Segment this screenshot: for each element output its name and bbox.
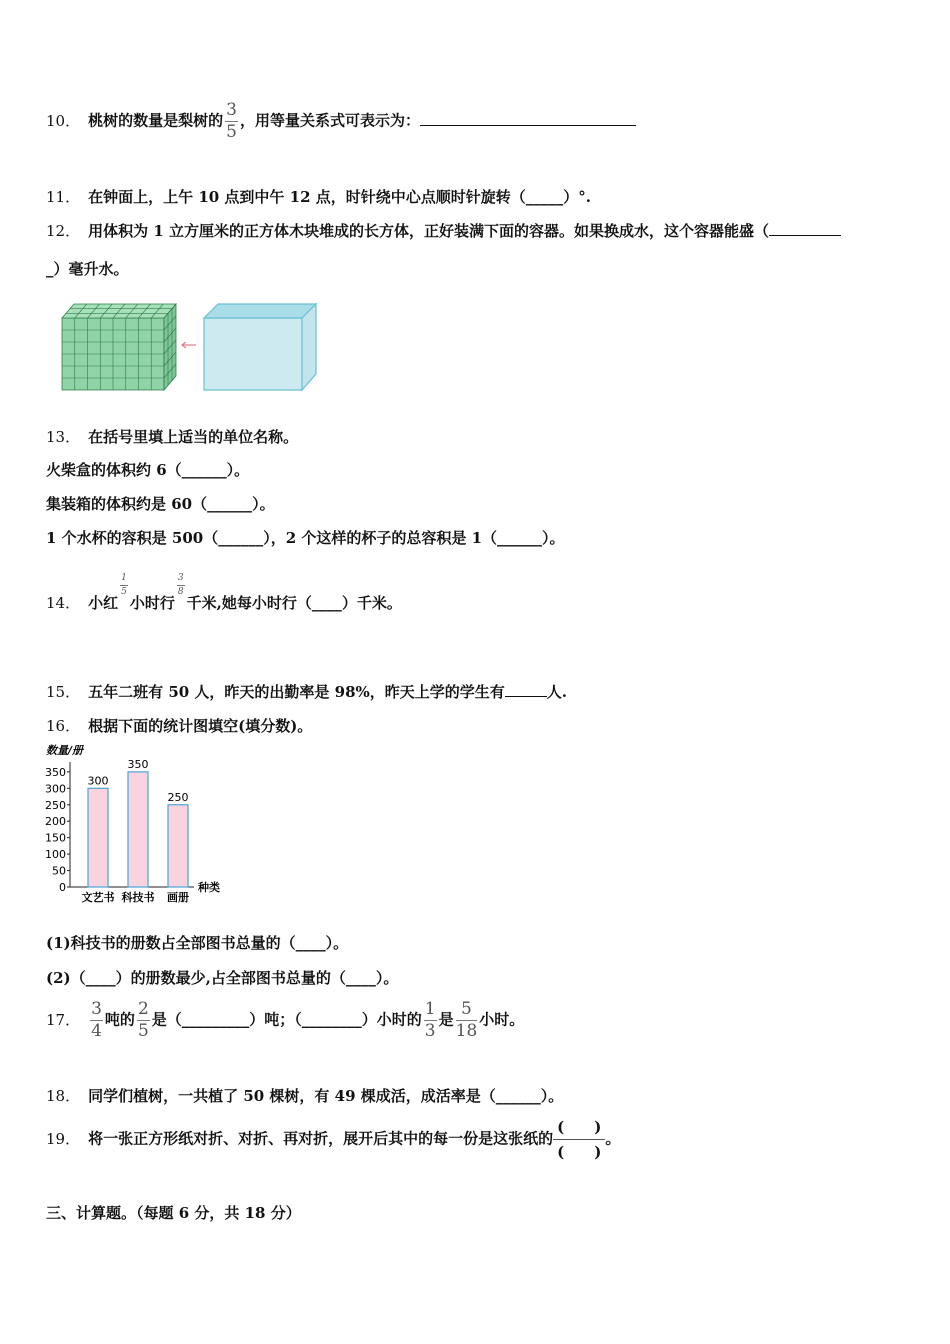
question-11: 11． 在钟面上，上午 10 点到中午 12 点，时针绕中心点顺时针旋转（_____）°.	[46, 188, 591, 206]
y-tick-label: 100	[45, 848, 66, 862]
fraction-3-5: $\frac{3}{5}$	[226, 100, 237, 142]
fraction-3-8: $\frac{3}{8}$	[177, 573, 184, 597]
bar-value-label: 350	[127, 757, 149, 771]
y-tick-label: 300	[45, 782, 66, 796]
answer-blank[interactable]	[420, 125, 636, 126]
question-16: 16． 根据下面的统计图填空(填分数)。	[46, 717, 313, 735]
question-14: 14． 小红 $\frac{1}{5}$ 小时行 $\frac{3}{8}$ 千米,她每小时行（____）千米。	[46, 573, 402, 612]
question-12-cont: _）毫升水。	[46, 260, 129, 278]
y-tick-label: 350	[45, 765, 66, 779]
category-label: 科技书	[121, 891, 155, 904]
category-label: 画册	[167, 891, 189, 904]
container-box	[204, 304, 316, 390]
question-13-line-2: 集装箱的体积约是 60（______）。	[46, 495, 275, 513]
y-tick-label: 250	[45, 798, 66, 812]
question-19: 19． 将一张正方形纸对折、对折、再对折，展开后其中的每一份是这张纸的 ( ) ( ) 。	[46, 1118, 621, 1161]
bar	[168, 805, 188, 887]
fraction-1-5: $\frac{1}{5}$	[121, 573, 127, 597]
question-15: 15． 五年二班有 50 人，昨天的出勤率是 98%，昨天上学的学生有 人.	[46, 683, 567, 701]
bar-value-label: 300	[87, 774, 109, 788]
question-18: 18． 同学们植树，一共植了 50 棵树，有 49 棵成活，成活率是（______）。	[46, 1087, 564, 1105]
question-13-line-1: 火柴盒的体积约 6（______）。	[46, 461, 250, 479]
answer-blank[interactable]	[769, 235, 841, 236]
question-16-sub-1: (1)科技书的册数占全部图书总量的（____）。	[46, 934, 349, 952]
bar-value-label: 250	[167, 790, 189, 804]
unit-cube-cuboid	[62, 304, 176, 390]
chart-bars	[82, 758, 190, 904]
question-10: 10． 桃树的数量是梨树的 $\frac{3}{5}$ ，用等量关系式可表示为：	[46, 102, 636, 141]
chart-xlabel: 种类	[198, 881, 220, 894]
fraction-5-18: $\frac{5}{18}$	[455, 999, 478, 1041]
question-17: 17． $\frac{3}{4}$ 吨的 $\frac{2}{5}$ 是（_________）吨；（________）小时的 $\frac{1}{3}$ 是 $\frac{5}{18}$ 小时。	[46, 999, 525, 1041]
question-13: 13． 在括号里填上适当的单位名称。	[46, 428, 299, 446]
y-tick-label: 50	[52, 864, 66, 878]
bar	[128, 772, 148, 887]
y-tick-label: 200	[45, 815, 66, 829]
book-bar-chart	[44, 742, 234, 908]
fraction-3-4: $\frac{3}{4}$	[91, 999, 102, 1041]
fraction-2-5: $\frac{2}{5}$	[137, 999, 149, 1041]
bar	[88, 788, 108, 887]
chart-ylabel: 数量/册	[46, 744, 84, 757]
fraction-1-3: $\frac{1}{3}$	[424, 999, 436, 1041]
section-3-heading: 三、计算题。（每题 6 分，共 18 分）	[46, 1204, 301, 1222]
question-16-sub-2: (2)（____）的册数最少,占全部图书总量的（____）。	[46, 969, 399, 987]
answer-blank[interactable]	[505, 696, 547, 697]
chart-y-ticks	[45, 766, 70, 894]
y-tick-label: 150	[45, 831, 66, 845]
arrow-icon	[182, 342, 196, 348]
question-13-line-3: 1 个水杯的容积是 500（______），2 个这样的杯子的总容积是 1（______）。	[46, 529, 565, 547]
answer-fraction[interactable]: ( ) ( )	[553, 1118, 605, 1161]
category-label: 文艺书	[81, 891, 115, 904]
question-12: 12． 用体积为 1 立方厘米的正方体木块堆成的长方体，正好装满下面的容器。如果换成水，这个容器能盛（	[46, 220, 841, 241]
cuboid-and-container-figure	[58, 298, 320, 394]
y-tick-label: 0	[59, 881, 66, 894]
